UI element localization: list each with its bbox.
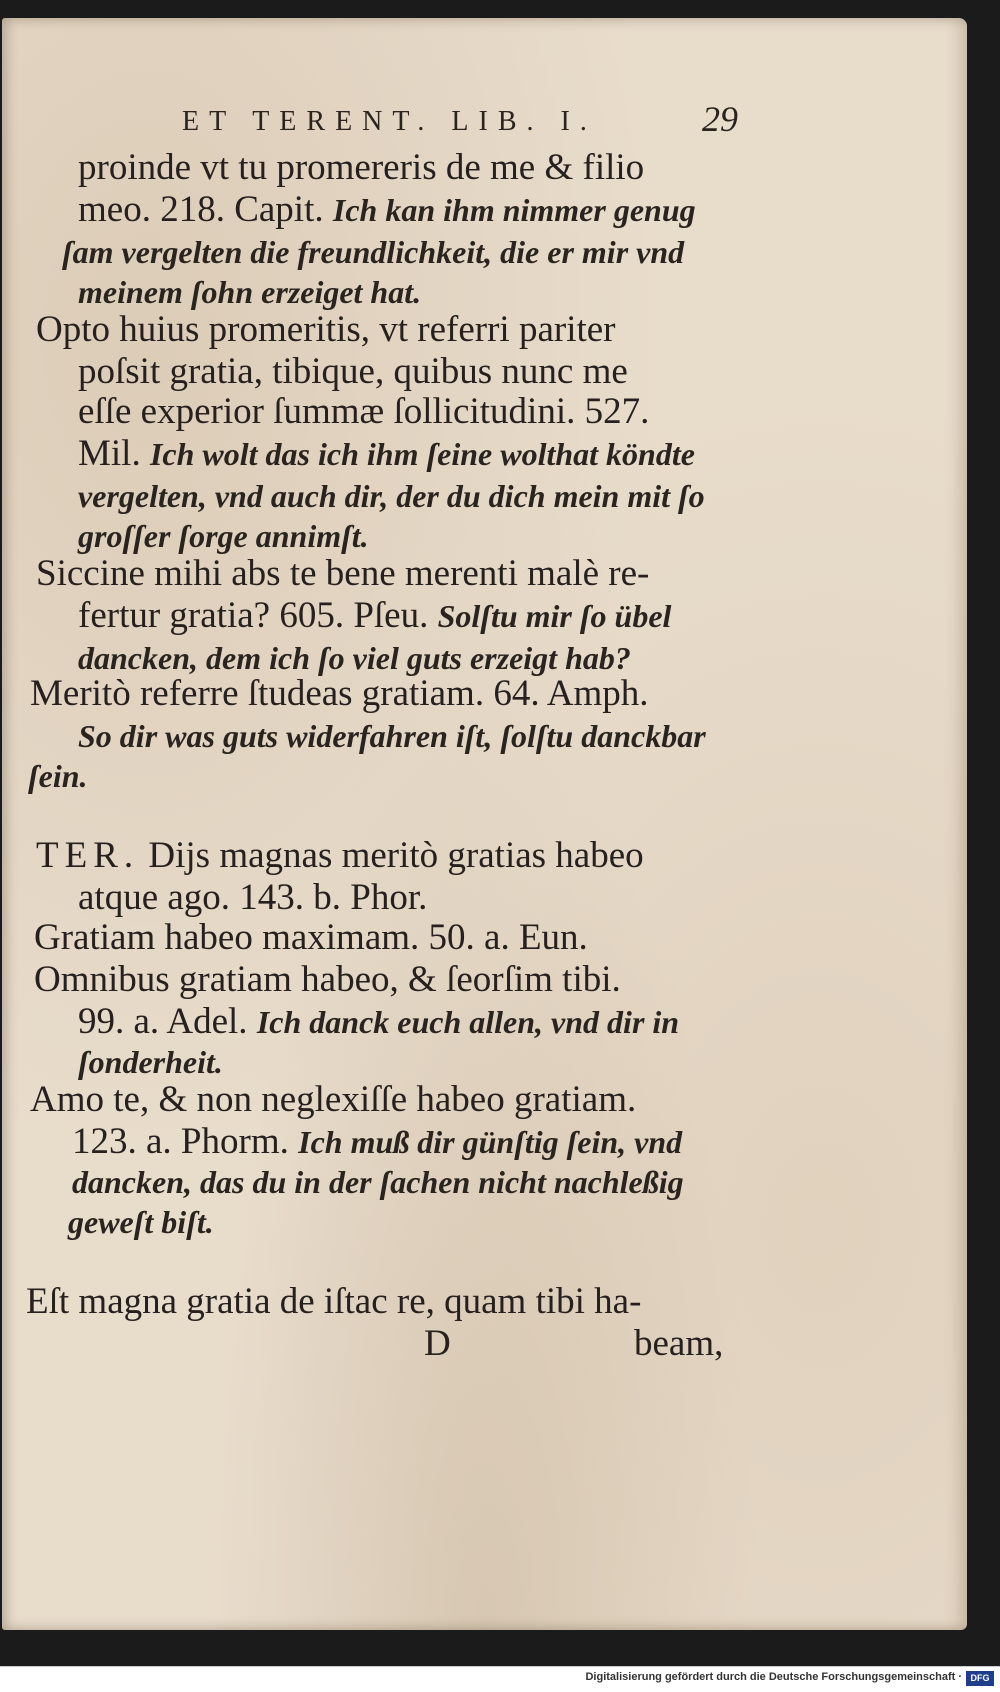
german-line: groſſer ſorge annimſt. [78,518,369,554]
german-line: vergelten, vnd auch dir, der du dich mein mit ſo [78,478,705,514]
latin-text: Dijs magnas meritò gratias habeo [148,835,644,876]
latin-text: 123. a. Phorm. [72,1121,289,1162]
german-line: ſam vergelten die freundlichkeit, die er mir vnd [62,234,685,270]
text-line: Omnibus gratiam habeo, & ſeorſim tibi. [34,959,621,1000]
running-title: ET TERENT. LIB. I. [182,106,597,137]
text-line [36,836,644,876]
german-text: Solſtu mir ſo übel [437,598,672,634]
latin-text: fertur gratia? 605. Pſeu. [78,595,429,636]
german-line: So dir was guts widerfahren iſt, ſolſtu danckbar [78,718,706,754]
german-line: ſonderheit. [78,1044,223,1080]
german-text: Ich danck euch allen, vnd dir in [256,1004,680,1040]
german-line: geweſt biſt. [68,1204,214,1240]
german-text: Ich wolt das ich ihm ſeine wolthat köndte [149,436,695,472]
catchword: beam, [634,1323,724,1364]
text-line [78,190,696,230]
text-line: atque ago. 143. b. Phor. [78,877,428,918]
text-line: poſsit gratia, tibique, quibus nunc me [78,351,628,392]
text-line: proinde vt tu promereris de me & filio [78,147,645,188]
latin-text: meo. 218. Capit. [78,189,324,230]
footer-bar [0,1666,1000,1692]
signature-mark: D [424,1323,451,1364]
text-line [78,434,695,474]
dfg-logo-icon: DFG [966,1671,994,1686]
text-line: Opto huius promeritis, vt referri pariter [36,309,616,350]
text-line [72,1122,682,1162]
text-line [78,596,671,636]
text-line: Meritò referre ſtudeas gratiam. 64. Amph. [30,673,649,714]
book-page [2,18,967,1630]
german-line: ſein. [28,758,88,794]
latin-text: 99. a. Adel. [78,1001,248,1042]
german-line: meinem ſohn erzeiget hat. [78,274,422,310]
latin-text: Mil. [78,433,141,474]
text-line: Amo te, & non neglexiſſe habeo gratiam. [30,1079,637,1120]
text-line [78,1002,679,1042]
speaker-label: TER. [36,835,140,876]
german-line: dancken, dem ich ſo viel guts erzeigt hab? [78,640,631,676]
page-number: 29 [702,99,738,139]
text-line: Eſt magna gratia de iſtac re, quam tibi ha- [26,1281,642,1322]
german-text: Ich kan ihm nimmer genug [332,192,696,228]
text-line: Siccine mihi abs te bene merenti malè re- [36,553,650,594]
text-line: Gratiam habeo maximam. 50. a. Eun. [34,917,588,958]
german-text: Ich muß dir günſtig ſein, vnd [298,1124,683,1160]
text-line: eſſe experior ſummæ ſollicitudini. 527. [78,391,650,432]
german-line: dancken, das du in der ſachen nicht nachleßig [72,1164,684,1200]
footer-credit: Digitalisierung gefördert durch die Deutsche Forschungsgemeinschaft · [585,1671,962,1683]
